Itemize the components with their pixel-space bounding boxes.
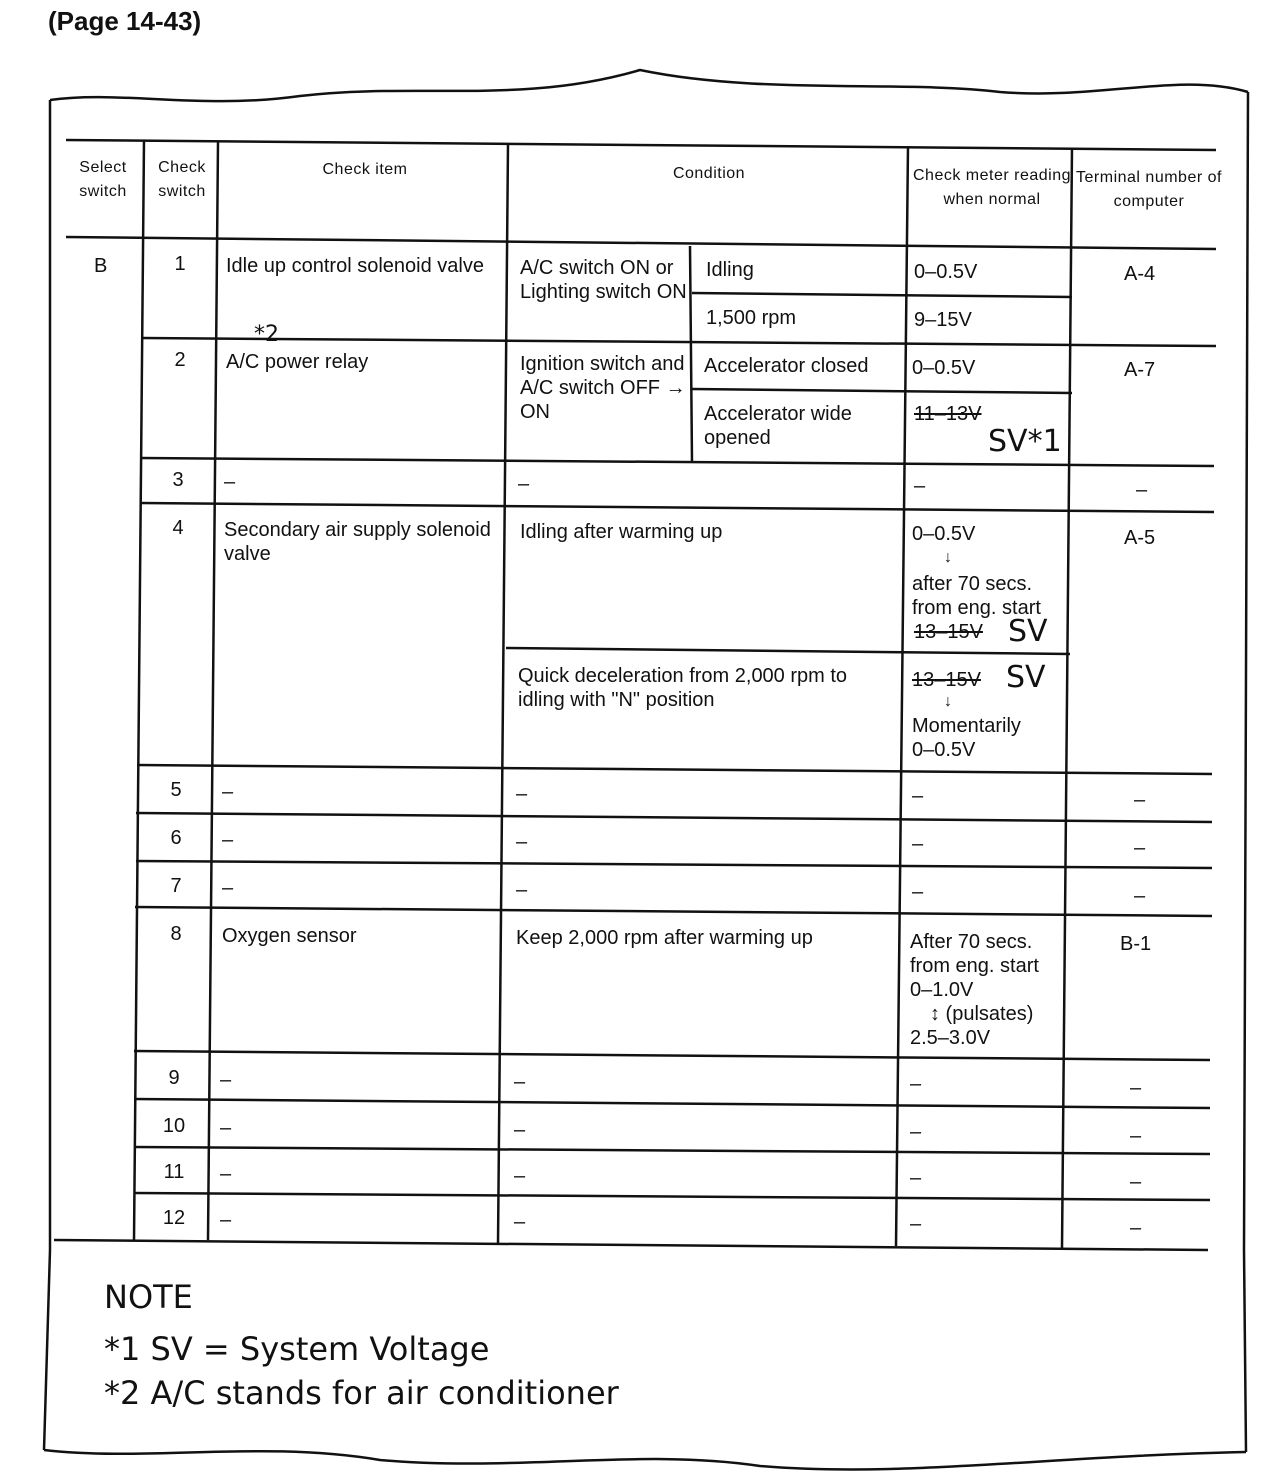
meter-reading: 9–15V: [914, 309, 972, 331]
row-number: 10: [162, 1115, 186, 1137]
condition: Quick deceleration from 2,000 rpm to idling with "N" position: [518, 665, 848, 711]
condition: –: [514, 1119, 526, 1141]
meter-note: from eng. start: [910, 955, 1039, 977]
check-item: –: [224, 471, 236, 493]
meter-reading: 0–0.5V: [912, 739, 976, 761]
meter-reading: 0–0.5V: [912, 357, 976, 379]
condition: –: [516, 783, 528, 805]
header-check-switch: Check switch: [158, 159, 206, 200]
meter-reading: –: [914, 475, 926, 497]
condition: Ignition switch and A/C switch OFF → ON: [520, 353, 686, 423]
meter-note: after 70 secs.: [912, 573, 1033, 595]
terminal-number: A-4: [1124, 263, 1156, 285]
meter-reading: 0–0.5V: [912, 523, 976, 545]
meter-reading: –: [912, 833, 924, 855]
condition: A/C switch ON or Lighting switch ON: [520, 257, 687, 303]
page-reference: (Page 14-43): [48, 6, 202, 36]
sub-condition: Idling: [706, 259, 754, 281]
meter-reading: –: [910, 1213, 922, 1235]
check-item: Oxygen sensor: [222, 925, 357, 947]
row-number: 12: [162, 1207, 186, 1229]
condition: Keep 2,000 rpm after warming up: [516, 927, 813, 949]
meter-reading: 0–0.5V: [914, 261, 978, 283]
check-item: Idle up control solenoid valve: [226, 255, 484, 277]
terminal-number: –: [1136, 479, 1148, 501]
row-number: 4: [172, 517, 184, 539]
struck-value: 13–15V: [912, 669, 981, 691]
terminal-number: A-5: [1124, 527, 1156, 549]
condition: –: [518, 473, 530, 495]
header-terminal: Terminal number of computer: [1076, 169, 1222, 210]
header-select-switch: Select switch: [79, 159, 127, 200]
condition: –: [516, 879, 528, 901]
header-condition: Condition: [672, 165, 746, 182]
row-number: 7: [170, 875, 182, 897]
terminal-number: –: [1130, 1125, 1142, 1147]
condition: Idling after warming up: [520, 521, 723, 543]
meter-reading: –: [910, 1073, 922, 1095]
sub-condition: 1,500 rpm: [706, 307, 797, 329]
check-item: –: [222, 781, 234, 803]
condition: –: [516, 831, 528, 853]
condition: –: [514, 1211, 526, 1233]
meter-reading: –: [912, 881, 924, 903]
terminal-number: –: [1130, 1217, 1142, 1239]
row-number: 3: [172, 469, 184, 491]
terminal-number: –: [1134, 837, 1146, 859]
arrow-down-icon: ↓: [944, 549, 952, 566]
struck-value: 11–13V: [914, 403, 982, 425]
handwritten-value: SV: [1006, 660, 1046, 695]
note-line: *1 SV = System Voltage: [104, 1330, 490, 1368]
terminal-number: –: [1130, 1171, 1142, 1193]
arrow-down-icon: ↓: [944, 693, 952, 710]
meter-note: After 70 secs.: [910, 931, 1033, 953]
meter-reading: –: [910, 1121, 922, 1143]
handwritten-value: SV*1: [988, 424, 1062, 459]
check-item: –: [220, 1163, 232, 1185]
check-item: –: [220, 1209, 232, 1231]
sub-condition: Accelerator wide opened: [704, 403, 852, 449]
row-number: 11: [163, 1161, 185, 1183]
check-item: –: [220, 1069, 232, 1091]
terminal-number: –: [1130, 1077, 1142, 1099]
pulsates-note: ↕ (pulsates): [930, 1003, 1034, 1025]
footnote-mark: *2: [254, 322, 279, 347]
select-switch-value: B: [94, 255, 108, 277]
header-check-item: Check item: [322, 161, 408, 178]
meter-reading: 2.5–3.0V: [910, 1027, 991, 1049]
sub-condition: Accelerator closed: [704, 355, 869, 377]
row-number: 6: [170, 827, 182, 849]
struck-value: 13–15V: [914, 621, 983, 643]
condition: –: [514, 1165, 526, 1187]
handwritten-value: SV: [1008, 614, 1048, 649]
row-number: 2: [174, 349, 186, 371]
meter-reading: –: [912, 785, 924, 807]
terminal-number: B-1: [1120, 933, 1152, 955]
note-line: *2 A/C stands for air conditioner: [104, 1374, 619, 1412]
row-number: 9: [168, 1067, 180, 1089]
note-title: NOTE: [104, 1278, 193, 1316]
check-item: Secondary air supply solenoid valve: [224, 519, 491, 565]
check-item: –: [220, 1117, 232, 1139]
check-item: –: [222, 877, 234, 899]
check-item: A/C power relay: [226, 351, 369, 373]
terminal-number: –: [1134, 885, 1146, 907]
terminal-number: –: [1134, 789, 1146, 811]
condition: –: [514, 1071, 526, 1093]
row-number: 1: [174, 253, 186, 275]
meter-note: from eng. start: [912, 597, 1041, 619]
meter-reading: 0–1.0V: [910, 979, 974, 1001]
meter-note: Momentarily: [912, 715, 1021, 737]
header-check-meter: Check meter reading when normal: [912, 167, 1071, 208]
meter-reading: –: [910, 1167, 922, 1189]
row-number: 5: [170, 779, 182, 801]
row-number: 8: [170, 923, 182, 945]
terminal-number: A-7: [1124, 359, 1156, 381]
check-item: –: [222, 829, 234, 851]
